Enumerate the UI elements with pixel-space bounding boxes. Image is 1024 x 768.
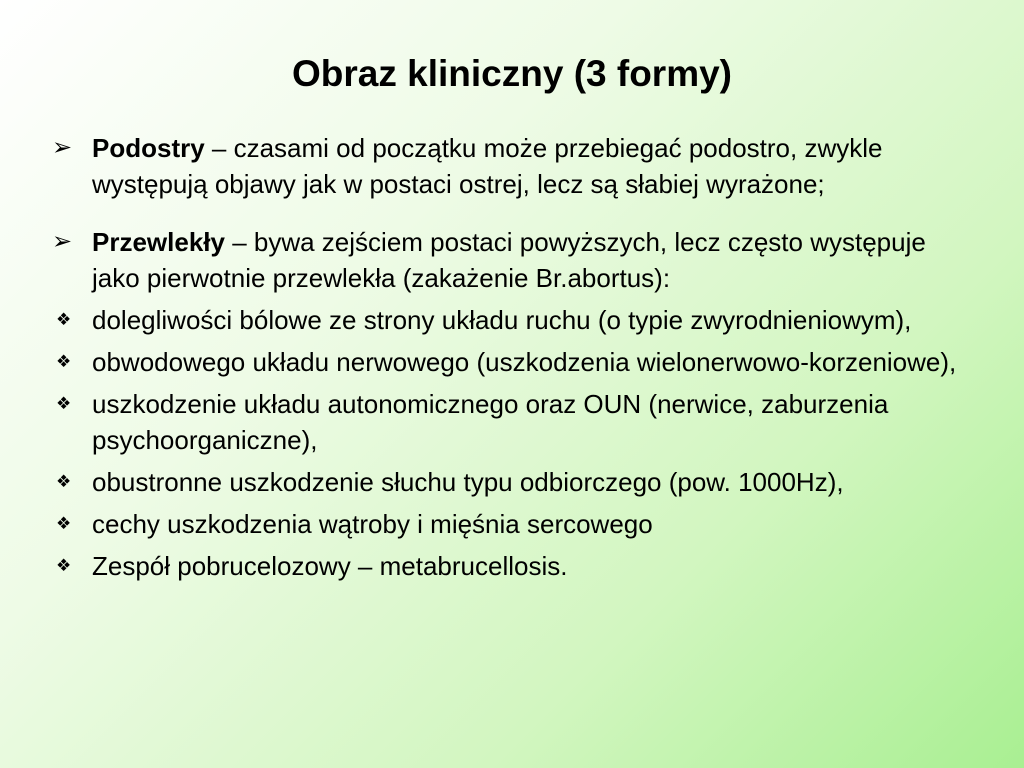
bullet-text: dolegliwości bólowe ze strony układu ruchu (o typie zwyrodnieniowym),	[92, 305, 912, 335]
diamond-bullet-icon: ❖	[56, 394, 72, 413]
sub-bullet-uklad-nerwowy	[52, 344, 972, 380]
bullet-text: – bywa zejściem postaci powyższych, lecz często występuje jako pierwotnie przewlekła (zakażenie Br.abortus):	[92, 227, 926, 293]
diamond-bullet-icon: ❖	[56, 310, 72, 329]
bullet-text: – czasami od początku może przebiegać podostro, zwykle występują objawy jak w postaci ostrej, lecz są słabiej wyrażone;	[92, 133, 883, 199]
bullet-heading: Przewlekły	[92, 227, 225, 257]
slide-title: Obraz kliniczny (3 formy)	[292, 53, 732, 94]
diamond-bullet-icon: ❖	[56, 514, 72, 533]
slide-content	[52, 130, 972, 584]
bullet-text: obustronne uszkodzenie słuchu typu odbiorczego (pow. 1000Hz),	[92, 467, 844, 497]
bullet-text: Zespół pobrucelozowy – metabrucellosis.	[92, 551, 568, 581]
sub-bullet-uklad-ruchu	[52, 302, 972, 338]
sub-bullet-uklad-autonomiczny	[52, 386, 972, 458]
sub-bullet-sluch	[52, 464, 972, 500]
bullet-text: uszkodzenie układu autonomicznego oraz OUN (nerwice, zaburzenia psychoorganiczne),	[92, 389, 889, 455]
diamond-bullet-icon: ❖	[56, 352, 72, 371]
sub-bullet-zespol-pobrucelozowy	[52, 548, 972, 584]
arrow-bullet-icon: ➢	[52, 134, 73, 161]
bullet-text: obwodowego układu nerwowego (uszkodzenia wielonerwowo-korzeniowe),	[92, 347, 957, 377]
bullet-text: cechy uszkodzenia wątroby i mięśnia sercowego	[92, 509, 653, 539]
bullet-przewlekly	[52, 224, 972, 296]
diamond-bullet-icon: ❖	[56, 556, 72, 575]
sub-bullet-watroba-serce	[52, 506, 972, 542]
bullet-podostry	[52, 130, 972, 202]
bullet-heading: Podostry	[92, 133, 205, 163]
diamond-bullet-icon: ❖	[56, 472, 72, 491]
arrow-bullet-icon: ➢	[52, 228, 73, 255]
